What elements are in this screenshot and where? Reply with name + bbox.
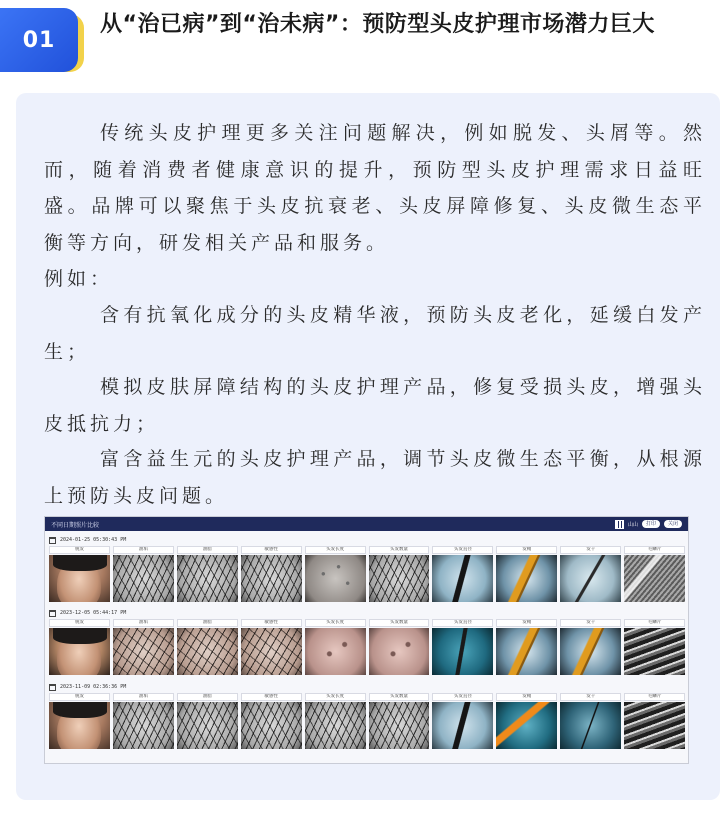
- section-number-badge: [0, 8, 78, 72]
- scan-cell: [369, 619, 430, 675]
- microscope-image: [432, 628, 493, 675]
- microscope-image: [305, 555, 366, 602]
- scan-cell: [177, 619, 238, 675]
- scan-cell: [49, 619, 110, 675]
- example-label: 例如：: [44, 268, 114, 290]
- scan-label: 头发直径: [432, 693, 493, 701]
- microscope-image: [624, 702, 685, 749]
- microscope-image: [49, 702, 110, 749]
- calendar-icon: [49, 684, 56, 691]
- scan-label: 发干: [560, 619, 621, 627]
- section-number: 01: [22, 27, 56, 53]
- microscope-image: [432, 702, 493, 749]
- scan-label: 发鞘: [496, 693, 557, 701]
- microscope-image: [305, 628, 366, 675]
- scan-label: 油脂: [177, 546, 238, 554]
- session-header: [49, 535, 685, 545]
- scan-cell: [49, 693, 110, 749]
- scan-label: 脱发: [49, 619, 110, 627]
- example-item: 模拟皮肤屏障结构的头皮护理产品，修复受损头皮，增强头皮抵抗力；: [44, 376, 706, 435]
- scan-cell: [113, 619, 174, 675]
- scan-cell: [241, 693, 302, 749]
- scan-label: 头发数量: [369, 619, 430, 627]
- calendar-icon: [49, 537, 56, 544]
- scan-label: 敏感性: [241, 546, 302, 554]
- scan-label: 头发直径: [432, 546, 493, 554]
- scan-label: 脱发: [49, 546, 110, 554]
- scan-cell: [560, 693, 621, 749]
- microscope-image: [496, 555, 557, 602]
- scan-label: 头发长度: [305, 693, 366, 701]
- microscope-image: [177, 555, 238, 602]
- microscope-image: [624, 555, 685, 602]
- microscope-image: [113, 628, 174, 675]
- screenshot-user: 山山: [627, 521, 638, 528]
- close-button: 关闭: [664, 520, 682, 528]
- scan-label: 油脂: [177, 693, 238, 701]
- comparison-session: [49, 535, 685, 602]
- intro-paragraph: 传统头皮护理更多关注问题解决，例如脱发、头屑等。然而，随着消费者健康意识的提升，预防型头皮护理需求日益旺盛。品牌可以聚焦于头皮抗衰老、头皮屏障修复、头皮微生态平衡等方向，研发相关产品和服务。: [44, 122, 706, 254]
- scan-cell: [624, 693, 685, 749]
- microscope-image: [49, 555, 110, 602]
- calendar-icon: [49, 610, 56, 617]
- scan-cell: [49, 546, 110, 602]
- screenshot-title: 不同日期照片比较: [51, 521, 100, 529]
- section-title: 从“治已病”到“治未病”：预防型头皮护理市场潜力巨大: [100, 12, 655, 37]
- hairline-shape: [53, 555, 107, 571]
- scan-label: 头发长度: [305, 619, 366, 627]
- scan-label: 头发数量: [369, 693, 430, 701]
- microscope-image: [241, 555, 302, 602]
- microscope-image: [177, 628, 238, 675]
- session-header: [49, 608, 685, 618]
- comparison-session: [49, 682, 685, 749]
- scan-cell: [369, 693, 430, 749]
- microscope-image: [560, 702, 621, 749]
- session-date: 2024-01-25 05:30:43 PM: [60, 537, 127, 543]
- scalp-comparison-screenshot: [44, 516, 689, 764]
- microscope-image: [305, 702, 366, 749]
- scan-cell: [496, 693, 557, 749]
- example-item: 富含益生元的头皮护理产品，调节头皮微生态平衡，从根源上预防头皮问题。: [44, 448, 706, 507]
- session-date: 2023-12-05 05:44:17 PM: [60, 610, 127, 616]
- scan-cell: [432, 546, 493, 602]
- scan-label: 发干: [560, 546, 621, 554]
- scan-label: 油垢: [113, 619, 174, 627]
- scan-label: 敏感性: [241, 619, 302, 627]
- scan-cell: [432, 619, 493, 675]
- scan-cell: [305, 693, 366, 749]
- microscope-image: [369, 702, 430, 749]
- microscope-image: [177, 702, 238, 749]
- scan-label: 油脂: [177, 619, 238, 627]
- scan-label: 毛鳞片: [624, 619, 685, 627]
- content-card: [16, 93, 720, 800]
- scan-label: 发鞘: [496, 619, 557, 627]
- screenshot-titlebar: [45, 517, 688, 531]
- scan-label: 发鞘: [496, 546, 557, 554]
- scan-cell: [113, 693, 174, 749]
- scan-label: 油垢: [113, 693, 174, 701]
- scan-label: 头发长度: [305, 546, 366, 554]
- microscope-image: [241, 702, 302, 749]
- scan-cell: [560, 619, 621, 675]
- microscope-image: [496, 628, 557, 675]
- scan-label: 头发数量: [369, 546, 430, 554]
- scan-label: 油垢: [113, 546, 174, 554]
- scan-cell: [241, 619, 302, 675]
- microscope-image: [369, 555, 430, 602]
- scan-label: 脱发: [49, 693, 110, 701]
- scan-cell: [113, 546, 174, 602]
- microscope-image: [560, 628, 621, 675]
- comparison-session: [49, 608, 685, 675]
- scan-cell: [496, 619, 557, 675]
- microscope-image: [624, 628, 685, 675]
- scan-label: 毛鳞片: [624, 693, 685, 701]
- microscope-image: [241, 628, 302, 675]
- microscope-image: [113, 555, 174, 602]
- screenshot-toolbar: [615, 520, 682, 529]
- scan-cell: [624, 619, 685, 675]
- scan-cell: [624, 546, 685, 602]
- microscope-image: [113, 702, 174, 749]
- qr-code-icon: [615, 520, 624, 529]
- scan-cell: [241, 546, 302, 602]
- microscope-image: [432, 555, 493, 602]
- scan-label: 毛鳞片: [624, 546, 685, 554]
- scan-cell: [177, 546, 238, 602]
- microscope-image: [496, 702, 557, 749]
- scan-cell: [305, 546, 366, 602]
- session-date: 2023-11-09 02:36:36 PM: [60, 684, 127, 690]
- scan-cell: [369, 546, 430, 602]
- session-header: [49, 682, 685, 692]
- print-button: 打印: [642, 520, 660, 528]
- scan-cell: [177, 693, 238, 749]
- hairline-shape: [53, 702, 107, 718]
- microscope-image: [369, 628, 430, 675]
- scan-cell: [560, 546, 621, 602]
- scan-cell: [432, 693, 493, 749]
- scan-label: 发干: [560, 693, 621, 701]
- scan-label: 头发直径: [432, 619, 493, 627]
- scan-cell: [496, 546, 557, 602]
- microscope-image: [49, 628, 110, 675]
- example-item: 含有抗氧化成分的头皮精华液，预防头皮老化，延缓白发产生；: [44, 304, 706, 363]
- scan-cell: [305, 619, 366, 675]
- scan-label: 敏感性: [241, 693, 302, 701]
- microscope-image: [560, 555, 621, 602]
- section-header: [0, 0, 720, 92]
- hairline-shape: [53, 628, 107, 644]
